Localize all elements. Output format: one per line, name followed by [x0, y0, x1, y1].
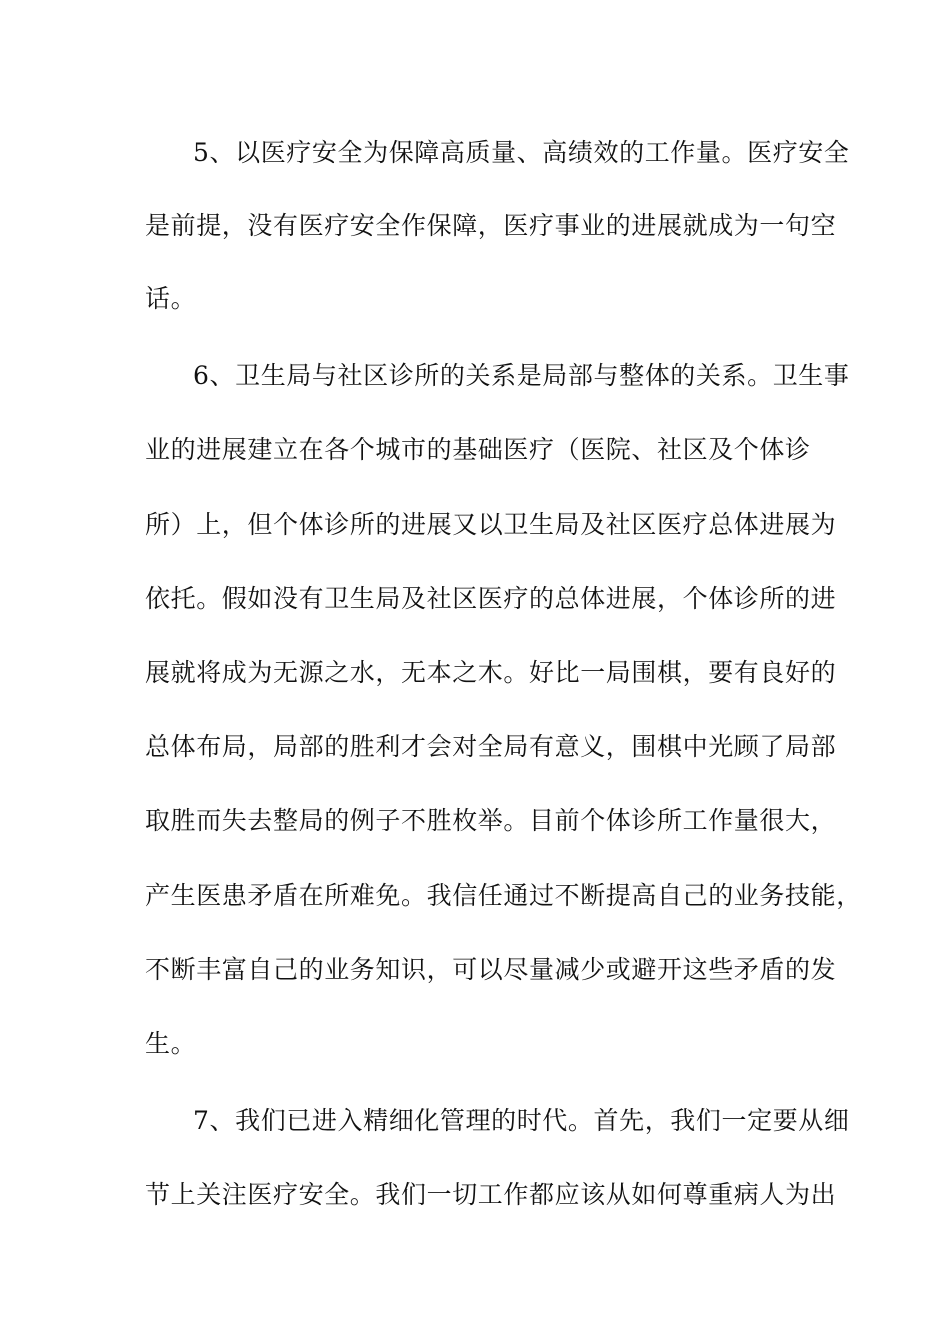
paragraph-5-line-1: 5、以医疗安全为保障高质量、高绩效的工作量。医疗安全 [193, 138, 850, 167]
paragraph-5-line-3: 话。 [145, 284, 197, 313]
paragraph-6-line-5: 展就将成为无源之水，无本之木。好比一局围棋，要有良好的 [145, 658, 837, 687]
paragraph-6-line-9: 不断丰富自己的业务知识，可以尽量减少或避开这些矛盾的发 [145, 955, 837, 984]
paragraph-6-line-3: 所）上，但个体诊所的进展又以卫生局及社区医疗总体进展为 [145, 510, 837, 539]
paragraph-7-line-2: 节上关注医疗安全。我们一切工作都应该从如何尊重病人为出 [145, 1180, 837, 1209]
paragraph-5-line-2: 是前提，没有医疗安全作保障，医疗事业的进展就成为一句空 [145, 211, 837, 240]
paragraph-6-line-7: 取胜而失去整局的例子不胜枚举。目前个体诊所工作量很大， [145, 806, 837, 835]
paragraph-6-line-2: 业的进展建立在各个城市的基础医疗（医院、社区及个体诊 [145, 435, 811, 464]
paragraph-6-line-4: 依托。假如没有卫生局及社区医疗的总体进展，个体诊所的进 [145, 584, 837, 613]
paragraph-7-line-1: 7、我们已进入精细化管理的时代。首先，我们一定要从细 [193, 1106, 850, 1135]
paragraph-6-line-1: 6、卫生局与社区诊所的关系是局部与整体的关系。卫生事 [193, 361, 850, 390]
paragraph-6-line-6: 总体布局，局部的胜利才会对全局有意义，围棋中光顾了局部 [145, 732, 837, 761]
paragraph-6-line-8: 产生医患矛盾在所难免。我信任通过不断提高自己的业务技能， [145, 881, 862, 910]
paragraph-6-line-10: 生。 [145, 1029, 197, 1058]
